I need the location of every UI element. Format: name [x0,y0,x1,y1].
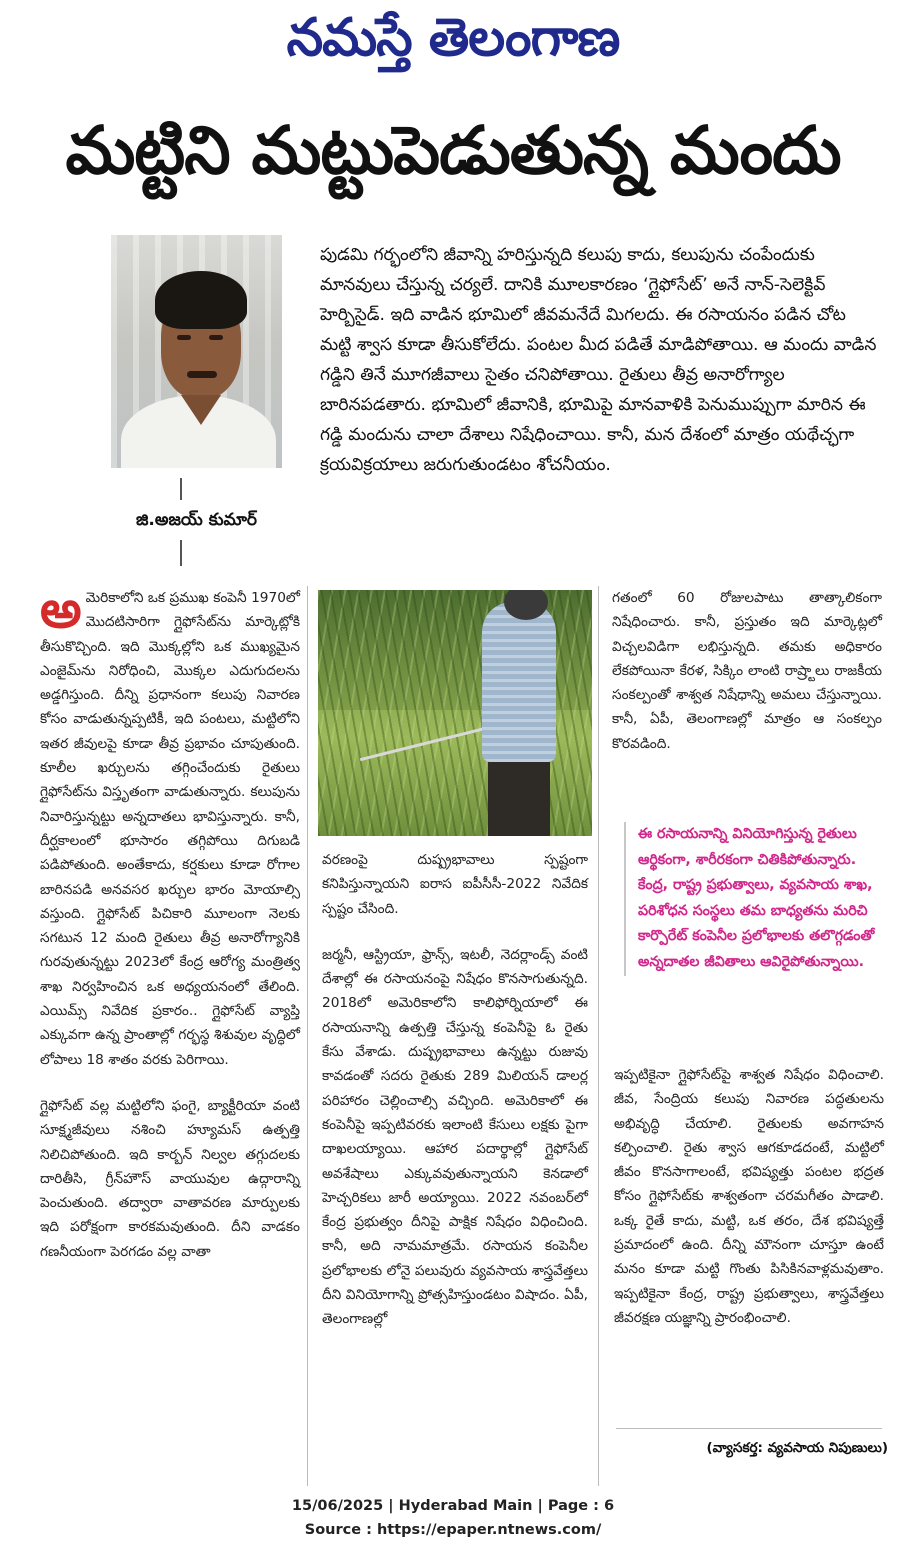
photo-moustache [187,371,217,378]
footer-source[interactable]: Source : https://epaper.ntnews.com/ [304,1522,602,1538]
article-headline [0,112,906,205]
byline-rule-bottom [180,540,182,566]
col1-paragraph-1 [40,580,300,1072]
col1-p1-text: మెరికాలోని ఒక ప్రముఖ కంపెనీ 1970లో మొదటిసారిగా గ్లైఫోసేట్‌ను మార్కెట్లోకి తీసుకొచ్చింది. ఇది మొక్కల్లోని ఒక ముఖ్యమైన ఎంజైమ్‌ను నిరోధించి, మొక్కల ఎదుగుదలను అడ్డగిస్తుంది. దీన్ని ప్రధానంగా కలుపు నివారణ కోసం వాడుతున్నప్పటికీ, ఇది పంటలు, మట్టిలోని ఇతర జీవులపై కూడా తీవ్ర ప్రభావం చూపుతుంది. కూలీల ఖర్చులను తగ్గించేందుకు రైతులు గ్లైఫోసేట్‌ను విస్తృతంగా వాడుతున్నారు. కలుపును నివారిస్తున్నట్టు అన్నదాతలు భావిస్తున్నారు. కానీ, దీర్ఘకాలంలో భూసారం తగ్గిపోయి దిగుబడి పడిపోతుంది. అంతేకాదు, కర్షకులు కూడా రోగాల బారినపడి అనవసర ఖర్చుల భారం మోయాల్సి వస్తుంది. గ్లైఫోసేట్ పిచికారి మూలంగా నెలకు సగటున 12 మంది రైతులు తీవ్ర అనారోగ్యానికి గురవుతున్నట్టు 2023లో కేంద్ర ఆరోగ్య మంత్రిత్వ శాఖ నిర్వహించిన ఒక అధ్యయనంలో తేలింది. ఎయిమ్స్ నివేదిక ప్రకారం.. గ్లైఫోసేట్ వ్యాప్తి ఎక్కువగా ఉన్న ప్రాంతాల్లో గర్భస్థ శిశువుల వృద్ధిలో లోపాలు 18 శాతం వరకు పెరిగాయి. [40,590,300,1068]
dropcap: అ [40,580,82,640]
photo-eye-left [177,335,191,340]
author-byline: జి.అజయ్ కుమార్ [136,510,257,530]
intro-paragraph [320,240,880,480]
headline-text: మట్టిని మట్టుపెడుతున్న మందు [65,112,841,189]
person-pants [488,755,550,836]
column-3 [612,586,882,756]
column-2 [322,848,588,1354]
column-divider-1 [307,586,308,1486]
person-shirt [482,602,556,762]
col1-paragraph-2: గ్లైఫోసేట్ వల్ల మట్టిలోని ఫంగై, బ్యాక్టీరియా వంటి సూక్ష్మజీవులు నశించి హ్యూమస్ ఉత్పత్తి నిలిచిపోతుంది. ఇది కార్బన్ నిల్వల తగ్గుదలకు దారితీసి, గ్రీన్‌హౌస్ వాయువుల ఉద్గారాన్ని పెంచుతుంది. తద్వారా వాతావరణ మార్పులకు ఇది పరోక్షంగా కారకమవుతుంది. దీని వాడకం గణనీయంగా పెరగడం వల్ల వాతా [40,1097,300,1260]
column-divider-2 [598,586,599,1486]
intro-text: పుడమి గర్భంలోని జీవాన్ని హరిస్తున్నది కలుపు కాదు, కలుపును చంపేందుకు మానవులు చేస్తున్న చర్యలే. దానికి మూలకారణం ‘గ్లైఫోసేట్’ అనే నాన్-సెలెక్టివ్ హెర్బిసైడ్. ఇది వాడిన భూమిలో జీవమనేదే మిగలదు. ఈ రసాయనం పడిన చోట మట్టి శ్వాస కూడా తీసుకోలేదు. పంటల మీద పడితే మాడిపోతాయి. ఆ మందు వాడిన గడ్డిని తినే మూగజీవాలు సైతం చనిపోతాయి. రైతులు తీవ్ర అనారోగ్యాల బారినపడతారు. భూమిలో జీవానికి, భూమిపై మానవాళికి పెనుముప్పుగా మారిన ఈ గడ్డి మందును చాలా దేశాలు నిషేధించాయి. కానీ, మన దేశంలో మాత్రం యథేచ్ఛగా క్రయవిక్రయాలు జరుగుతుండటం శోచనీయం. [320,245,877,475]
byline-rule-top [180,478,182,500]
author-signature: (వ్యాసకర్త: వ్యవసాయ నిపుణులు) [706,1440,888,1456]
farmer-spraying-photo [318,590,592,836]
col3-paragraph-1: గతంలో 60 రోజులపాటు తాత్కాలికంగా నిషేధించారు. కానీ, ప్రస్తుతం ఇది మార్కెట్లలో విచ్చలవిడిగా లభిస్తున్నది. తమకు అధికారం లేకపోయినా కేరళ, సిక్కిం లాంటి రాష్ర్టాలు రాజకీయ సంకల్పంతో శాశ్వత నిషేధాన్ని అమలు చేస్తున్నాయి. కానీ, ఏపీ, తెలంగాణల్లో మాత్రం ఆ సంకల్పం కొరవడింది. [612,590,882,752]
pull-quote: ఈ రసాయనాన్ని వినియోగిస్తున్న రైతులు ఆర్థికంగా, శారీరకంగా చితికిపోతున్నారు. కేంద్ర, రాష్ట్ర ప్రభుత్వాలు, వ్యవసాయ శాఖ, పరిశోధన సంస్థలు తమ బాధ్యతను మరిచి కార్పొరేట్ కంపెనీల ప్రలోభాలకు తలొగ్గడంతో అన్నదాతల జీవితాలు ఆవిరైపోతున్నాయి. [624,822,888,976]
masthead [0,8,906,81]
col2-paragraph-2: జర్మనీ, ఆస్ట్రియా, ఫ్రాన్స్, ఇటలీ, నెదర్లాండ్స్ వంటి దేశాల్లో ఈ రసాయనంపై నిషేధం కొనసాగుతున్నది. 2018లో అమెరికాలోని కాలిఫోర్నియాలో ఈ రసాయనాన్ని ఉత్పత్తి చేస్తున్న కంపెనీపై ఓ రైతు కేసు వేశాడు. దుష్ప్రభావాలు ఉన్నట్టు రుజువు కావడంతో సదరు రైతుకు 289 మిలియన్ డాలర్ల పరిహారం చెల్లించాల్సి వచ్చింది. అమెరికాలో ఈ కంపెనీపై ఇప్పటివరకు ఇలాంటి కేసులు లక్షకు పైగా దాఖలయ్యాయి. ఆహార పదార్థాల్లో గ్లైఫోసేట్ అవశేషాలు ఎక్కువవుతున్నాయని కెనడాలో హెచ్చరికలు జారీ అయ్యాయి. 2022 నవంబర్‌లో కేంద్ర ప్రభుత్వం దీనిపై పాక్షిక నిషేధం విధించింది. కానీ, అది నామమాత్రమే. రసాయన కంపెనీల ప్రలోభాలకు లోనై పలువురు వ్యవసాయ శాస్త్రవేత్తలు దీని వినియోగాన్ని ప్రోత్సహిస్తుండటం విషాదం. ఏపీ, తెలంగాణల్లో [322,946,588,1328]
column-1 [40,580,300,1286]
signature-rule [616,1428,882,1429]
column-3-lower [614,1063,884,1352]
footer-date-edition: 15/06/2025 | Hyderabad Main | Page : 6 [291,1498,615,1514]
author-photo [111,235,282,468]
photo-hair [155,271,247,329]
col2-paragraph-1: వరణంపై దుష్ప్రభావాలు స్పష్టంగా కనిపిస్తున్నాయని ఐరాస ఐపీసీసీ-2022 నివేదిక స్పష్టం చేసింది. [322,852,588,917]
col3-paragraph-2: ఇప్పటికైనా గ్లైఫోసేట్‌పై శాశ్వత నిషేధం విధించాలి. జీవ, సేంద్రియ కలుపు నివారణ పద్ధతులను అభివృద్ధి చేయాలి. రైతులకు అవగాహన కల్పించాలి. రైతు శ్వాస ఆగకూడదంటే, మట్టిలో జీవం కొనసాగాలంటే, భవిష్యత్తు పంటల భద్రత కోసం గ్లైఫోసేట్‌కు శాశ్వతంగా చరమగీతం పాడాలి. ఒక్క రైతే కాదు, మట్టి, ఒక తరం, దేశ భవిష్యత్తే ప్రమాదంలో ఉంది. దీన్ని మౌనంగా చూస్తూ ఉంటే మనం కూడా మట్టి గొంతు పిసికినవాళ్లమవుతాం. ఇప్పటికైనా కేంద్ర, రాష్ట్ర ప్రభుత్వాలు, శాస్త్రవేత్తలు జీవరక్షణ యజ్ఞాన్ని ప్రారంభించాలి. [614,1067,884,1326]
photo-eye-right [209,335,223,340]
masthead-title: నమస్తే తెలంగాణ [286,8,620,68]
